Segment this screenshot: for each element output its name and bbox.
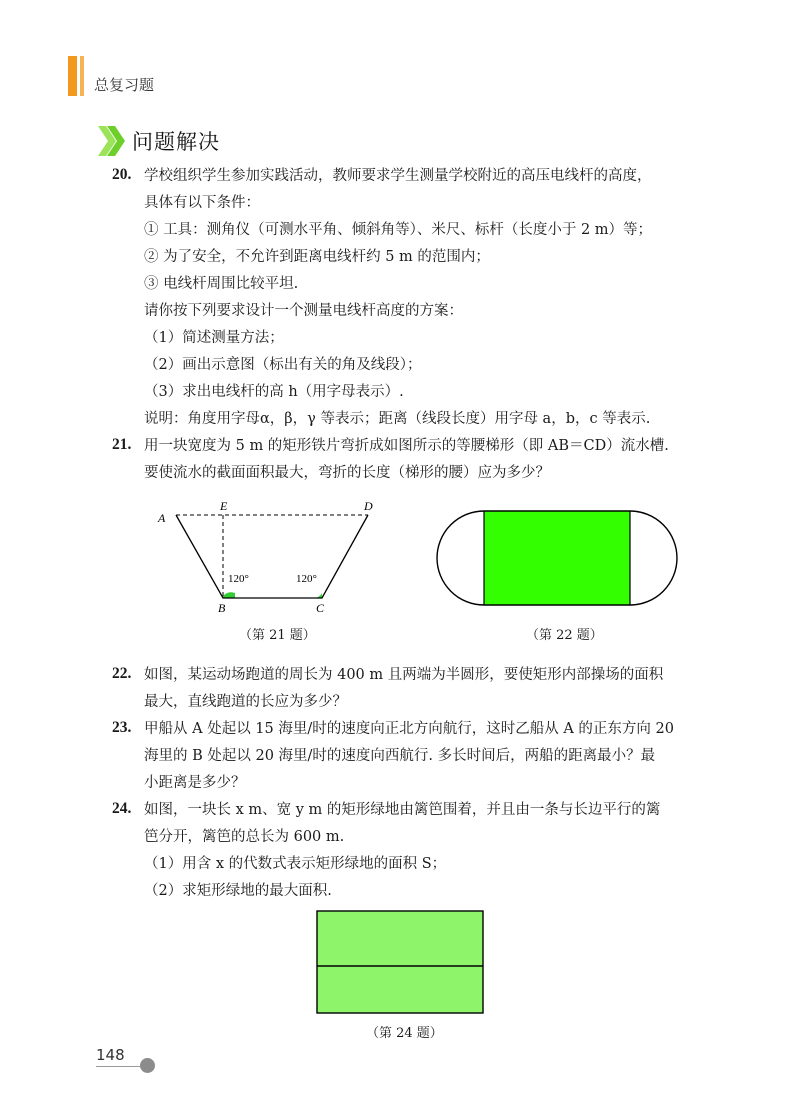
section-title: 问题解决 (132, 130, 220, 154)
question-24-number: 24. (112, 800, 132, 817)
label-c: C (316, 601, 325, 615)
question-20-line: （2）画出示意图（标出有关的角及线段）； (144, 357, 422, 373)
angle-b-marker (222, 592, 235, 598)
chevron-arrows-icon (96, 124, 128, 158)
angle-c-label: 120° (296, 573, 317, 585)
question-20-line: 学校组织学生参加实践活动，教师要求学生测量学校附近的高压电线杆的高度， (144, 168, 652, 184)
figure-22-caption: （第 22 题） (526, 628, 603, 643)
label-d: D (364, 499, 373, 513)
question-22-line: 如图，某运动场跑道的周长为 400 m 且两端为半圆形，要使矩形内部操场的面积 (144, 667, 664, 683)
trapezoid-sides (176, 515, 368, 598)
figure-24-rectangle (316, 910, 484, 1014)
header-accent-bar-thin (80, 56, 84, 96)
label-b: B (218, 601, 226, 615)
page-dot-icon (140, 1058, 155, 1073)
question-20-line: （1）简述测量方法； (144, 330, 284, 346)
label-a: A (158, 511, 166, 525)
question-23-line: 海里的 B 处起以 20 海里/时的速度向西航行. 多长时间后，两船的距离最小？最 (144, 748, 656, 764)
figure-22-track (434, 508, 680, 608)
angle-b-label: 120° (228, 573, 249, 585)
question-24-line: （1）用含 x 的代数式表示矩形绿地的面积 S； (144, 856, 447, 872)
question-21-number: 21. (112, 436, 132, 453)
question-24-line: （2）求矩形绿地的最大面积. (144, 883, 332, 899)
page-number-rule (96, 1066, 144, 1067)
question-22-number: 22. (112, 665, 132, 682)
question-23-line: 小距离是多少？ (144, 775, 246, 791)
question-20-number: 20. (112, 166, 132, 183)
question-24-line: 笆分开，篱笆的总长为 600 m. (144, 829, 345, 845)
figure-24-caption: （第 24 题） (366, 1026, 443, 1041)
question-22-line: 最大，直线跑道的长应为多少？ (144, 694, 347, 710)
question-23-number: 23. (112, 719, 132, 736)
page-number: 148 (96, 1046, 125, 1064)
green-area-rect (317, 911, 483, 1013)
question-20-line: ② 为了安全，不允许到距离电线杆约 5 m 的范围内； (144, 249, 490, 265)
label-e: E (220, 499, 228, 513)
question-20-line: 具体有以下条件： (144, 195, 260, 211)
question-21-line: 用一块宽度为 5 m 的矩形铁片弯折成如图所示的等腰梯形（即 AB＝CD）流水槽. (144, 438, 669, 454)
field-rect (484, 511, 630, 605)
question-21-line: 要使流水的截面面积最大，弯折的长度（梯形的腰）应为多少？ (144, 465, 550, 481)
question-20-line: ① 工具：测角仪（可测水平角、倾斜角等）、米尺、标杆（长度小于 2 m）等； (144, 222, 653, 238)
header-title: 总复习题 (94, 76, 155, 94)
question-23-line: 甲船从 A 处起以 15 海里/时的速度向正北方向航行，这时乙船从 A 的正东方向 20 (144, 721, 674, 737)
question-20-line: 说明：角度用字母α，β，γ 等表示；距离（线段长度）用字母 a，b，c 等表示. (144, 411, 651, 427)
question-20-line: 请你按下列要求设计一个测量电线杆高度的方案： (144, 303, 463, 319)
figure-21-trapezoid (150, 496, 390, 616)
question-24-line: 如图，一块长 x m、宽 y m 的矩形绿地由篱笆围着，并且由一条与长边平行的篱 (144, 802, 661, 818)
header-accent-bar (68, 56, 77, 96)
figure-21-caption: （第 21 题） (239, 628, 316, 643)
question-20-line: （3）求出电线杆的高 h（用字母表示）. (144, 384, 404, 400)
question-20-line: ③ 电线杆周围比较平坦. (144, 276, 299, 292)
